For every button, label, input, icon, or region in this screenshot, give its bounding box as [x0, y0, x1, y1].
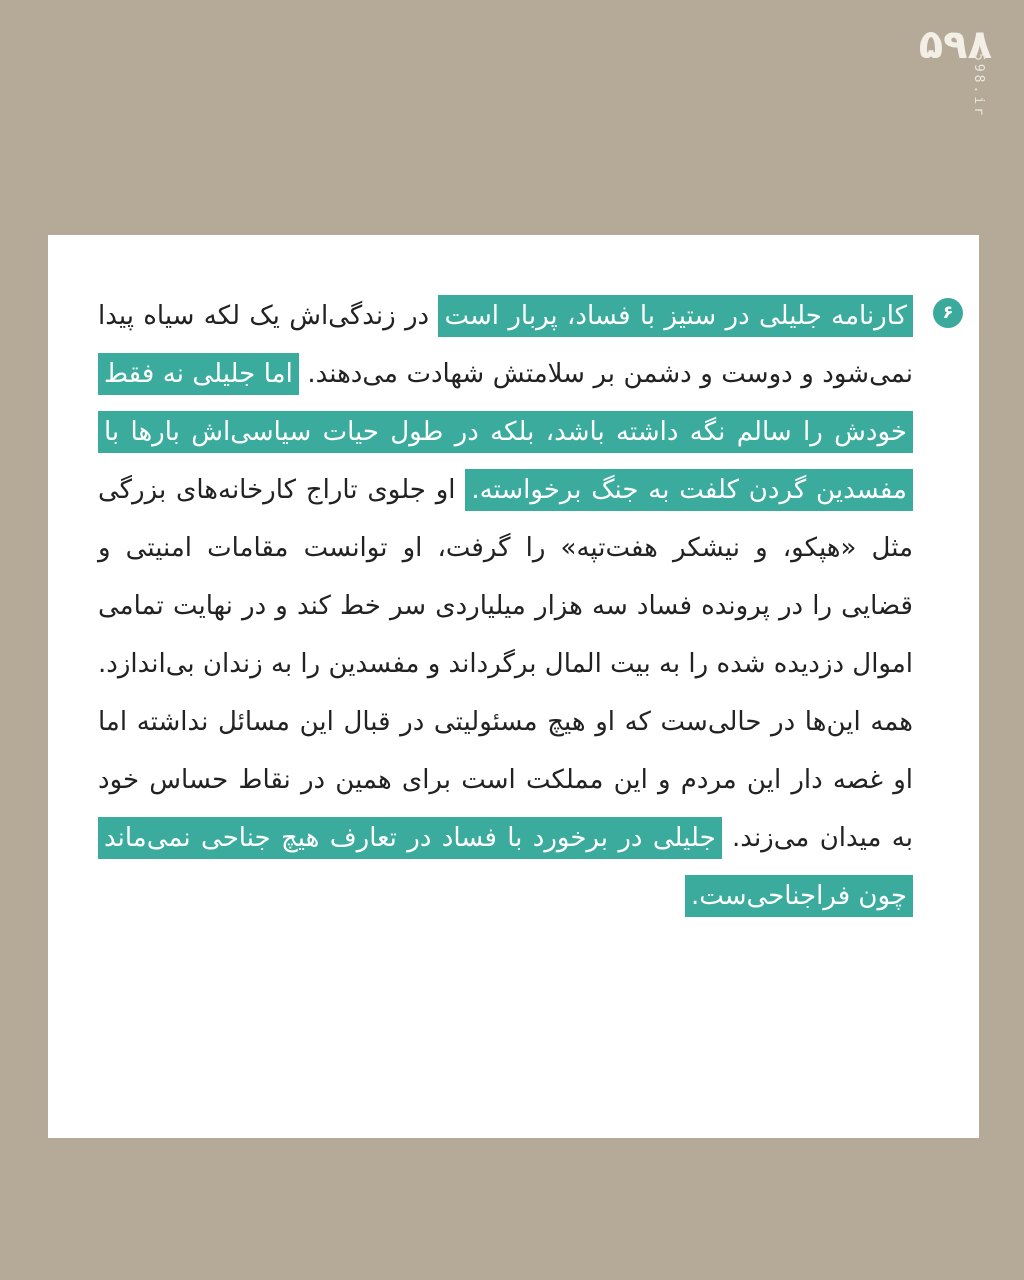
- brand-logo: ۵۹۸: [918, 22, 992, 68]
- highlighted-phrase: اما جلیلی نه فقط خودش را سالم نگه داشته باشد، بلکه در طول حیات سیاسی‌اش بارها با مفسدین گردن کلفت به جنگ برخواسته.: [98, 353, 913, 511]
- highlighted-phrase: کارنامه جلیلی در ستیز با فساد، پربار است: [438, 295, 913, 337]
- paragraph-text: در زندگی‌اش یک لکه سیاه پیدا نمی‌شود و دوست و دشمن بر سلامتش شهادت می‌دهند.: [98, 301, 914, 389]
- paragraph-text: او جلوی تاراج کارخانه‌های بزرگی مثل «هپکو، و نیشکر هفت‌تپه» را گرفت، او توانست مقامات امنیتی و قضایی را در پرونده فساد سه هزار میلیاردی سر خط کند و در نهایت تمامی اموال دزدیده شده را به بیت المال برگرداند و مفسدین را به زندان بی‌اندازد. همه این‌ها در حالی‌ست که او هیچ مسئولیتی در قبال این مسائل نداشته اما او غصه دار این مردم و این مملکت است برای همین در نقاط حساس خود به میدان می‌زند.: [98, 475, 913, 853]
- highlighted-phrase: جلیلی در برخورد با فساد در تعارف هیچ جناحی نمی‌ماند چون فراجناحی‌ست.: [98, 817, 913, 917]
- item-number-badge: ۶: [933, 298, 963, 328]
- content-card: [48, 235, 979, 1138]
- site-url: 598.ir: [971, 53, 986, 118]
- body-paragraph: [98, 287, 913, 925]
